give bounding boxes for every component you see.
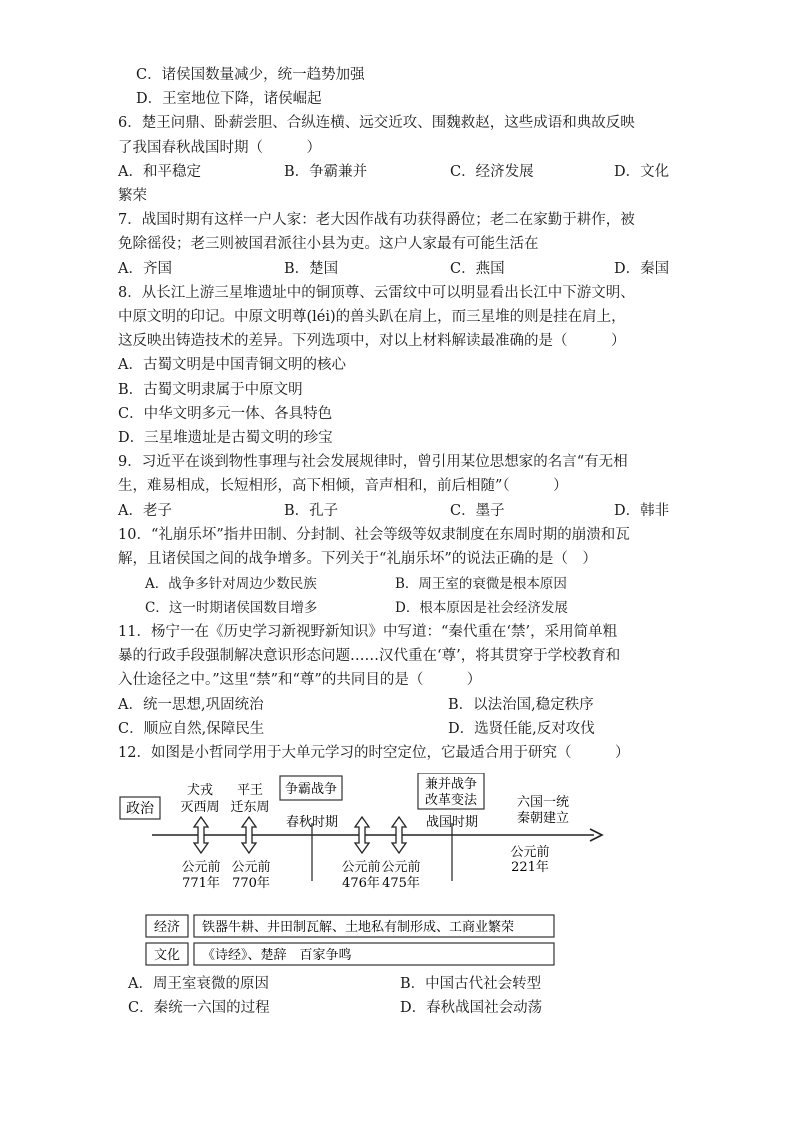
hegemony-war-label: 争霸战争 — [284, 782, 338, 797]
date-1-line1: 公元前 — [181, 860, 221, 875]
event-2-line1: 平王 — [236, 783, 264, 798]
q12-option-c: C．秦统一六国的过程 — [128, 1000, 270, 1016]
timeline-svg — [112, 773, 612, 973]
politics-label: 政治 — [126, 801, 154, 817]
event-1-line2: 灭西周 — [180, 800, 220, 815]
period-spring-autumn: 春秋时期 — [285, 815, 339, 830]
q7-option-c: C．燕国 — [450, 261, 505, 277]
q11-stem-line3: 入仕途径之中。”这里“禁”和“尊”的共同目的是（ ） — [118, 672, 482, 688]
q7-option-a: A．齐国 — [118, 261, 172, 277]
period-warring-states: 战国时期 — [425, 815, 479, 830]
q9-option-d: D．韩非 — [614, 503, 670, 519]
q9-stem-line1: 9．习近平在谈到物性事理与社会发展规律时，曾引用某位思想家的名言“有无相 — [118, 454, 628, 470]
q6-option-a: A．和平稳定 — [118, 164, 201, 180]
event-1-line1: 犬戎 — [186, 783, 214, 798]
q6-option-d: D．文化 — [614, 164, 670, 180]
event-3-line2: 秦朝建立 — [516, 811, 570, 826]
q8-option-c: C．中华文明多元一体、各具特色 — [118, 406, 333, 422]
q10-option-a: A．战争多针对周边少数民族 — [145, 576, 317, 592]
q6-stem-line2: 了我国春秋战国时期（ ） — [118, 140, 321, 156]
q10-option-c: C．这一时期诸侯国数目增多 — [145, 600, 318, 616]
q8-stem-line3: 这反映出铸造技术的差异。下列选项中，对以上材料解读最准确的是（ ） — [118, 333, 626, 349]
q7-stem-line1: 7．战国时期有这样一户人家：老大因作战有功获得爵位；老二在家勤于耕作，被 — [118, 212, 635, 228]
date-5-line2: 221年 — [511, 860, 549, 875]
date-4-line1: 公元前 — [381, 860, 421, 875]
date-5-line1: 公元前 — [510, 845, 550, 860]
q10-stem-line2: 解，且诸侯国之间的战争增多。下列关于“礼崩乐坏”的说法正确的是（ ） — [118, 551, 597, 567]
q10-option-d: D．根本原因是社会经济发展 — [395, 600, 568, 616]
q7-option-b: B．楚国 — [284, 261, 339, 277]
date-2-line1: 公元前 — [231, 860, 271, 875]
q9-option-b: B．孔子 — [284, 503, 339, 519]
q11-option-b: B．以法治国,稳定秩序 — [448, 697, 594, 713]
q8-option-a: A．古蜀文明是中国青铜文明的核心 — [118, 357, 346, 373]
economy-text: 铁器牛耕、井田制瓦解、土地私有制形成、工商业繁荣 — [202, 920, 515, 935]
q10-options-row2 — [145, 597, 625, 619]
q9-option-a: A．老子 — [118, 503, 172, 519]
date-3-line2: 476年 — [342, 876, 380, 891]
q8-stem-line1: 8．从长江上游三星堆遗址中的铜顶尊、云雷纹中可以明显看出长江中下游文明、 — [118, 285, 635, 301]
date-2-line2: 770年 — [232, 876, 270, 891]
q9-option-c: C．墨子 — [450, 503, 505, 519]
q10-stem-line1: 10．“礼崩乐坏”指井田制、分封制、社会等级等奴隶制度在东周时期的崩溃和瓦 — [118, 527, 630, 543]
q10-option-b: B．周王室的衰微是根本原因 — [395, 576, 567, 592]
q8-option-b: B．古蜀文明隶属于中原文明 — [118, 382, 303, 398]
q12-option-b: B．中国古代社会转型 — [400, 976, 542, 992]
q6-stem-line1: 6．楚王问鼎、卧薪尝胆、合纵连横、远交近攻、围魏救赵，这些成语和典故反映 — [118, 115, 635, 131]
q9-options — [118, 500, 670, 522]
q7-option-d: D．秦国 — [614, 261, 670, 277]
q11-option-c: C．顺应自然,保障民生 — [118, 721, 265, 737]
q11-options-row2 — [118, 718, 638, 740]
q11-option-a: A．统一思想,巩固统治 — [118, 697, 264, 713]
date-3-line1: 公元前 — [341, 860, 381, 875]
q6-option-c: C．经济发展 — [450, 164, 534, 180]
q8-option-d: D．三星堆遗址是古蜀文明的珍宝 — [118, 430, 333, 446]
event-2-line2: 迁东周 — [230, 800, 270, 815]
q11-option-d: D．选贤任能,反对攻伐 — [448, 721, 595, 737]
annex-reform-line2: 改革变法 — [424, 793, 478, 808]
q12-options-row2 — [128, 997, 648, 1019]
q7-stem-line2: 免除徭役；老三则被国君派往小县为吏。这户人家最有可能生活在 — [118, 236, 539, 252]
event-3-line1: 六国一统 — [516, 795, 570, 810]
q11-options-row1 — [118, 694, 638, 716]
q6-option-b: B．争霸兼并 — [284, 164, 368, 180]
q6-options — [118, 161, 670, 183]
culture-label: 文化 — [153, 948, 181, 963]
q5-option-c: C．诸侯国数量减少，统一趋势加强 — [136, 67, 365, 83]
date-1-line2: 771年 — [182, 876, 220, 891]
q12-options-row1 — [128, 973, 648, 995]
q5-option-d: D．王室地位下降，诸侯崛起 — [136, 91, 322, 107]
q11-stem-line2: 暴的行政手段强制解决意识形态问题……汉代重在‘尊’，将其贯穿于学校教育和 — [118, 648, 621, 664]
q8-stem-line2: 中原文明的印记。中原文明尊(léi)的兽头趴在肩上，而三星堆的则是挂在肩上， — [118, 309, 626, 325]
economy-label: 经济 — [153, 920, 181, 935]
q9-stem-line2: 生，难易相成，长短相形，高下相倾，音声相和，前后相随”（ ） — [118, 478, 568, 494]
q12-option-d: D．春秋战国社会动荡 — [400, 1000, 543, 1016]
date-4-line2: 475年 — [382, 876, 420, 891]
timeline-diagram — [112, 773, 612, 973]
annex-reform-line1: 兼并战争 — [424, 777, 478, 792]
q10-options-row1 — [145, 573, 625, 595]
q7-options — [118, 258, 670, 280]
q11-stem-line1: 11．杨宁一在《历史学习新视野新知识》中写道：“秦代重在‘禁’，采用简单粗 — [118, 624, 618, 640]
q12-stem: 12．如图是小哲同学用于大单元学习的时空定位，它最适合用于研究（ ） — [118, 745, 630, 761]
q12-option-a: A．周王室衰微的原因 — [128, 976, 269, 992]
q6-option-d-wrap: 繁荣 — [118, 188, 147, 204]
culture-text: 《诗经》、楚辞 百家争鸣 — [202, 948, 352, 963]
